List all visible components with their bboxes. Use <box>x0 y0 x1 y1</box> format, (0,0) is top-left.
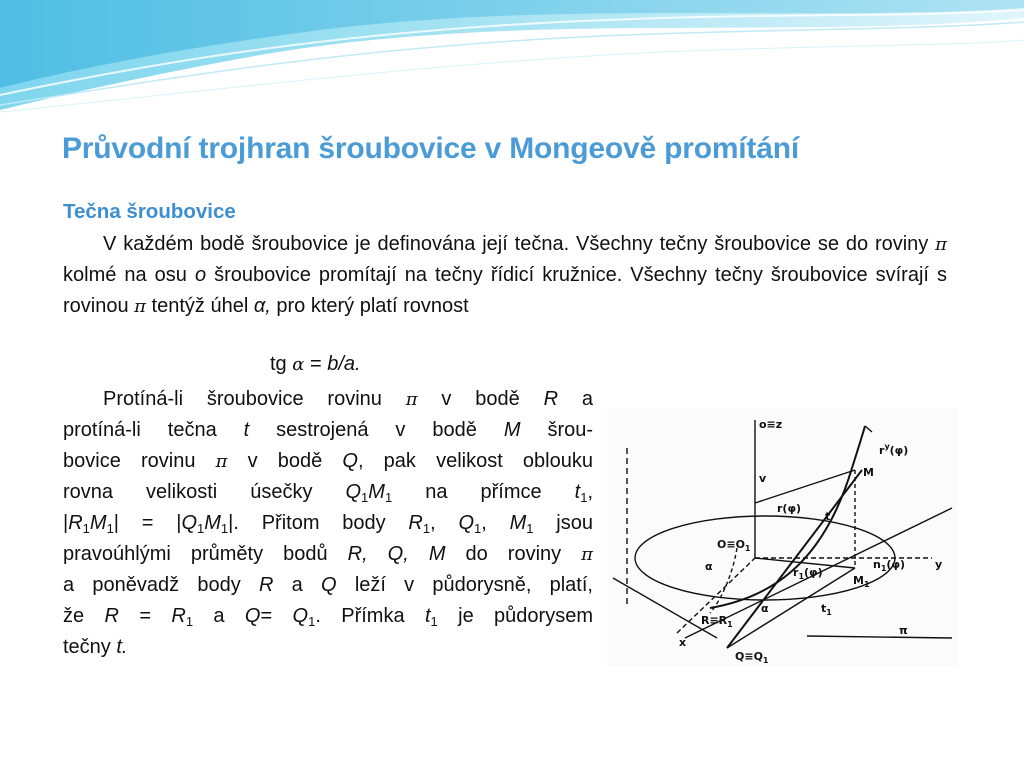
tangent-line <box>727 470 862 648</box>
label-alpha-bottom: α <box>761 602 769 615</box>
label-v: v <box>759 472 767 485</box>
header-wave-decoration <box>0 0 1024 120</box>
label-y: y <box>935 558 943 571</box>
label-Q: $Q\equiv Q_1$ <box>735 650 769 665</box>
label-M1: $M_1$ <box>853 574 870 589</box>
label-r-phi-y: $r^y(\varphi)$ <box>879 442 909 457</box>
label-origin: $O\equiv O_1$ <box>717 538 751 553</box>
label-t: t <box>825 510 831 523</box>
arrow-head <box>865 426 872 432</box>
paragraph-intersection: Protíná-li šroubovice rovinu π v bodě R a protíná-li tečna t sestrojená v bodě M šrou- bovice rovinu π v bodě Q, pak velikost oblouku rovna velikosti úsečky $Q_1M_1$ na přímce $t_1$, $|R_1M_1| = |Q_1M_1|$. Přitom body $R_1$, $Q_1$, $M_1$ jsou pravoúhlými průměty bodů R, Q, M do roviny π a poněvadž body R a Q leží v půdorysně, platí, že $R = R_1$ a $Q= Q_1$. Přímka $t_1$ je půdorysem tečny t. <box>63 388 594 658</box>
slide-title: Průvodní trojhran šroubovice v Mongeově promítání <box>62 132 799 165</box>
label-axis: o≡z <box>759 418 783 431</box>
paragraph-tangent-definition: V každém bodě šroubovice je definována její tečna. Všechny tečny šroubovice se do roviny π kolmé na osu o šroubovice promítají na tečny řídicí kružnice. Všechny tečny šroubovice svírají s rovinou π tentýž úhel α, pro který platí rovnost <box>63 233 947 317</box>
helix-curve-top <box>852 426 865 468</box>
section-heading: Tečna šroubovice <box>63 200 236 223</box>
helix-tangent-figure <box>607 408 957 666</box>
label-x: x <box>679 636 687 649</box>
label-r1-phi: $r_1(\varphi)$ <box>793 566 823 581</box>
helix-diagram <box>607 408 957 666</box>
label-n1-phi: $n_1(\varphi)$ <box>873 558 906 573</box>
plane-edge-bottom <box>807 636 952 638</box>
label-pi: π <box>899 624 908 637</box>
label-R: $R\equiv R_1$ <box>701 614 733 629</box>
plane-edge-left <box>613 578 717 638</box>
formula-tangent-angle: tg α = b/a. <box>270 353 361 375</box>
label-M: M <box>863 466 874 479</box>
label-alpha-top: α <box>705 560 713 573</box>
label-t1: $t_1$ <box>821 602 832 617</box>
label-r-phi: r(φ) <box>777 502 802 515</box>
